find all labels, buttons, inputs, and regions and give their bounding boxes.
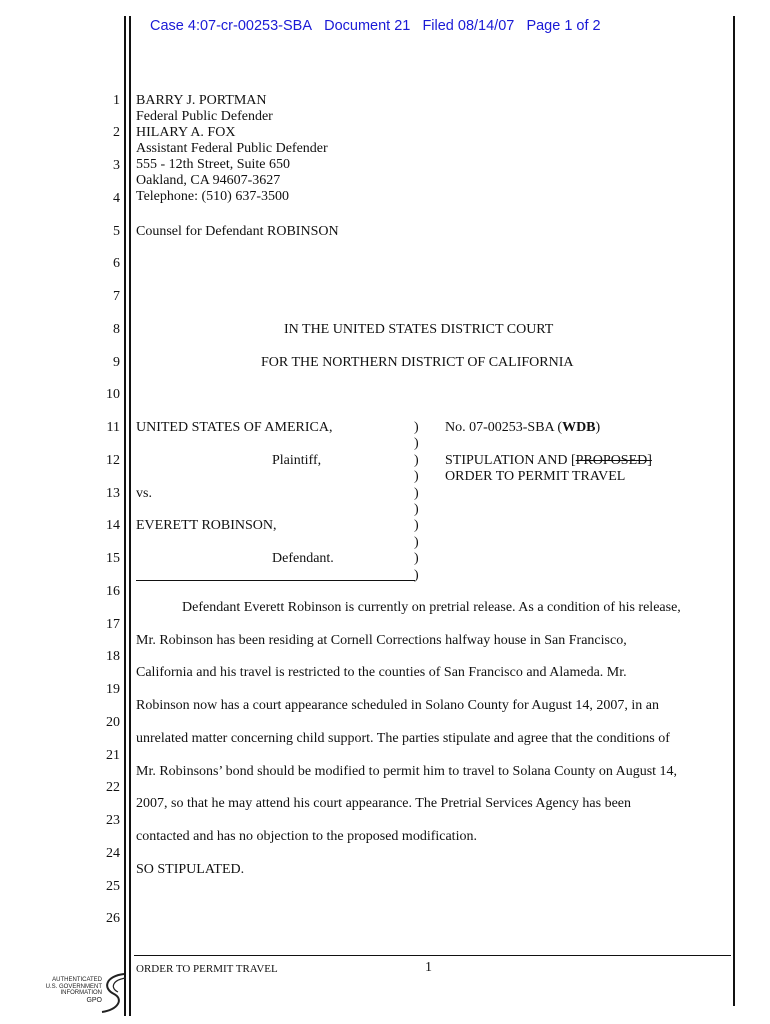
footer-page-number: 1: [425, 960, 432, 975]
line-number: 5: [113, 224, 120, 239]
right-margin-rule: [733, 16, 735, 1006]
case-number: No. 07-00253-SBA (WDB): [445, 420, 601, 435]
counsel-line: BARRY J. PORTMAN: [136, 93, 267, 108]
document-number: Document 21: [324, 18, 411, 34]
defendant-role: Defendant.: [272, 551, 334, 566]
plaintiff-name: UNITED STATES OF AMERICA,: [136, 420, 333, 435]
counsel-line: Telephone: (510) 637-3500: [136, 189, 289, 204]
line-number: 7: [113, 289, 120, 304]
line-number: 9: [113, 355, 120, 370]
line-number: 4: [113, 191, 120, 206]
body-line: California and his travel is restricted to the counties of San Francisco and Alameda. Mr.: [136, 665, 627, 680]
line-number: 12: [106, 453, 120, 468]
struck-proposed: PROPOSED]: [575, 453, 652, 468]
line-number: 6: [113, 256, 120, 271]
line-number: 22: [106, 780, 120, 795]
court-district: FOR THE NORTHERN DISTRICT OF CALIFORNIA: [261, 355, 574, 370]
line-number: 17: [106, 617, 120, 632]
counsel-for: Counsel for Defendant ROBINSON: [136, 224, 339, 239]
line-number: 19: [106, 682, 120, 697]
filing-header: [150, 18, 601, 34]
line-number: 20: [106, 715, 120, 730]
line-number: 23: [106, 813, 120, 828]
left-margin-rule-outer: [124, 16, 126, 1016]
line-number: 1: [113, 93, 120, 108]
line-number: 25: [106, 879, 120, 894]
line-number: 15: [106, 551, 120, 566]
line-number: 18: [106, 649, 120, 664]
filed-date: Filed 08/14/07: [422, 18, 515, 34]
case-number-header: Case 4:07-cr-00253-SBA: [150, 18, 312, 34]
document-title-line2: ORDER TO PERMIT TRAVEL: [445, 469, 626, 484]
line-number: 14: [106, 518, 120, 533]
body-line: unrelated matter concerning child support. The parties stipulate and agree that the conditions of: [136, 731, 670, 746]
body-line: Mr. Robinson has been residing at Cornell Corrections halfway house in San Francisco,: [136, 633, 627, 648]
counsel-line: Assistant Federal Public Defender: [136, 141, 328, 156]
line-number: 26: [106, 911, 120, 926]
plaintiff-role: Plaintiff,: [272, 453, 322, 468]
body-line: 2007, so that he may attend his court appearance. The Pretrial Services Agency has been: [136, 796, 632, 811]
counsel-line: 555 - 12th Street, Suite 650: [136, 157, 290, 172]
page-indicator: Page 1 of 2: [526, 18, 601, 34]
body-line: Mr. Robinsons’ bond should be modified to permit him to travel to Solana County on August 14,: [136, 764, 678, 779]
counsel-line: Oakland, CA 94607-3627: [136, 173, 281, 188]
line-number: 13: [106, 486, 120, 501]
line-number: 10: [106, 387, 120, 402]
defendant-name: EVERETT ROBINSON,: [136, 518, 277, 533]
eagle-swoosh-icon: [96, 970, 130, 1016]
closing-stipulated: SO STIPULATED.: [136, 862, 245, 877]
body-line: Defendant Everett Robinson is currently on pretrial release. As a condition of his release,: [182, 600, 681, 615]
line-number: 16: [106, 584, 120, 599]
line-number: 8: [113, 322, 120, 337]
footer-title: ORDER TO PERMIT TRAVEL: [136, 963, 278, 975]
body-line: contacted and has no objection to the proposed modification.: [136, 829, 477, 844]
left-margin-rule-inner: [129, 16, 131, 1016]
line-number: 2: [113, 125, 120, 140]
footer-rule: [134, 955, 731, 956]
versus: vs.: [136, 486, 152, 501]
counsel-line: HILARY A. FOX: [136, 125, 236, 140]
caption-underline: [136, 580, 415, 581]
gpo-authentication-logo: AUTHENTICATED U.S. GOVERNMENT INFORMATION GPO: [40, 970, 130, 1018]
caption-parentheses: ) ) ) ) ) ) ) ) ) ): [414, 420, 419, 583]
document-title: STIPULATION AND [PROPOSED]: [445, 453, 652, 468]
court-title: IN THE UNITED STATES DISTRICT COURT: [284, 322, 554, 337]
body-line: Robinson now has a court appearance scheduled in Solano County for August 14, 2007, in an: [136, 698, 659, 713]
line-number: 21: [106, 748, 120, 763]
line-number: 24: [106, 846, 120, 861]
line-number: 3: [113, 158, 120, 173]
counsel-block: [136, 93, 328, 205]
line-number: 11: [106, 420, 120, 435]
counsel-line: Federal Public Defender: [136, 109, 273, 124]
